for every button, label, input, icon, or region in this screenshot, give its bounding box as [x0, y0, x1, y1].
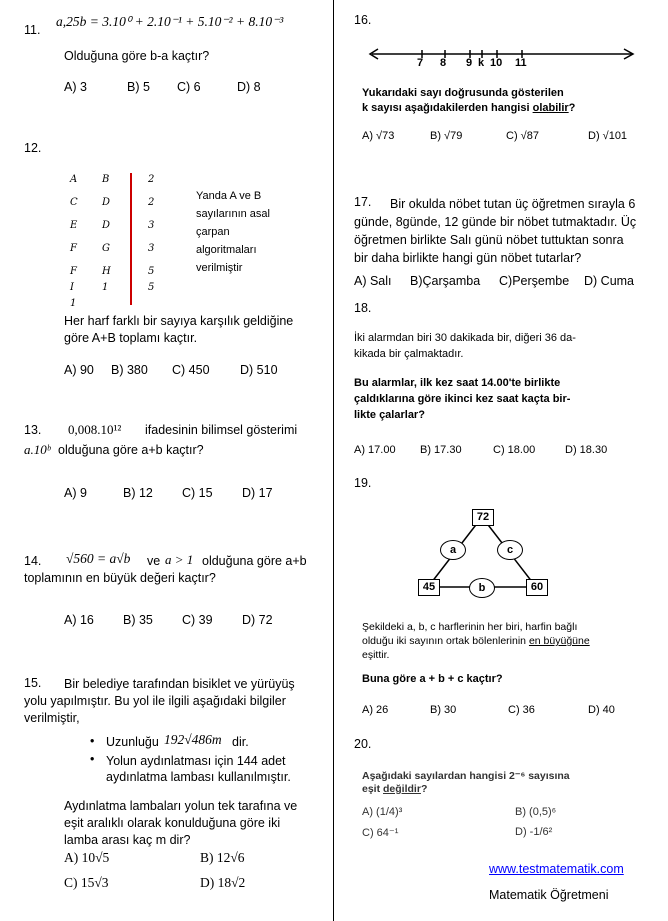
- q18-text-line: İki alarmdan biri 30 dakikada bir, diğeri 36 da-: [354, 332, 576, 344]
- q20-option-a[interactable]: A) (1/4)³: [362, 806, 403, 818]
- q11-option-a[interactable]: A) 3: [64, 80, 87, 94]
- q15-intro-line: Bir belediye tarafından bisiklet ve yürüyüş: [64, 677, 295, 691]
- q19-option-c[interactable]: C) 36: [508, 704, 535, 716]
- q12-cell: A: [70, 174, 78, 185]
- q13-text-2: olduğuna göre a+b kaçtır?: [58, 443, 204, 457]
- q19-top-box: 72: [472, 509, 494, 526]
- q12-question: [64, 313, 293, 347]
- q15-question: [64, 798, 297, 849]
- q18-question-line: likte çalarlar?: [354, 409, 425, 421]
- q19-circle-b: b: [469, 578, 495, 598]
- q15-question-line: eşit aralıklı olarak konulduğuna göre iki: [64, 816, 281, 830]
- q12-cell: C: [70, 197, 78, 208]
- q12-side-line: verilmiştir: [196, 262, 243, 274]
- q12-side-line: çarpan: [196, 226, 230, 238]
- q12-question-line: Her harf farklı bir sayıya karşılık geldiğine: [64, 314, 294, 328]
- q12-option-d[interactable]: D) 510: [240, 363, 278, 377]
- q15-bullet-1-math: 192√486m: [164, 732, 222, 747]
- q15-question-line: lamba arası kaç m dir?: [64, 833, 191, 847]
- q12-cell: B: [102, 174, 110, 185]
- q12-cell: 5: [148, 282, 155, 293]
- q11-option-b[interactable]: B) 5: [127, 80, 150, 94]
- q12-side-text: [196, 187, 270, 277]
- q17-text-line: bir daha birlikte hangi gün nöbet tutarlar?: [354, 251, 582, 265]
- q16-option-d[interactable]: D) √101: [588, 130, 628, 142]
- q20-option-d[interactable]: D) -1/6²: [515, 826, 553, 838]
- q15-question-line: Aydınlatma lambaları yolun tek tarafına ve: [64, 799, 298, 813]
- q15-bullet-1-dot: •: [90, 734, 95, 748]
- q18-option-c[interactable]: C) 18.00: [493, 444, 536, 456]
- q15-option-b[interactable]: B) 12√6: [200, 850, 245, 865]
- q12-cell: G: [102, 243, 110, 254]
- q19-option-d[interactable]: D) 40: [588, 704, 615, 716]
- q14-text-1: olduğuna göre a+b: [202, 554, 307, 568]
- q12-cell: 2: [148, 174, 155, 185]
- q12-number: 12.: [24, 141, 42, 155]
- q19-text-line: Şekildeki a, b, c harflerinin her biri, harfin bağlı: [362, 621, 578, 633]
- q20-question-end: ?: [420, 783, 428, 795]
- q20-option-c[interactable]: C) 64⁻¹: [362, 827, 399, 839]
- q17-text-line: öğretmen birlikte Salı günü nöbet tuttuktan sonra: [354, 233, 624, 247]
- q11-equation: a,25b = 3.10⁰ + 2.10⁻¹ + 5.10⁻² + 8.10⁻³: [56, 14, 284, 29]
- q18-question: [354, 375, 570, 423]
- q12-cell: 3: [148, 243, 155, 254]
- q17-text-line: günde, 8günde, 12 günde bir nöbet tutmaktadır. Üç: [354, 215, 637, 229]
- q15-number: 15.: [24, 676, 42, 690]
- q11-question: Olduğuna göre b-a kaçtır?: [64, 49, 210, 63]
- q13-option-c[interactable]: C) 15: [182, 486, 213, 500]
- q18-text-line: kikada bir çalmaktadır.: [354, 348, 464, 360]
- q20-question-underline: değildir: [383, 783, 421, 795]
- q16-tick-7: 7: [417, 57, 424, 69]
- q12-cell: 2: [148, 197, 155, 208]
- q20-question-mid: eşit: [362, 783, 381, 795]
- q12-cell: E: [70, 220, 78, 231]
- q16-tick-9: 9: [466, 57, 473, 69]
- q18-option-b[interactable]: B) 17.30: [420, 444, 462, 456]
- q12-option-b[interactable]: B) 380: [111, 363, 148, 377]
- q19-left-box: 45: [418, 579, 440, 596]
- q15-bullet-2-dot: •: [90, 752, 95, 766]
- q16-tick-k: k: [478, 57, 485, 69]
- q12-cell: 3: [148, 220, 155, 231]
- q12-cell: F: [70, 266, 77, 277]
- q15-option-a[interactable]: A) 10√5: [64, 850, 110, 865]
- q12-side-line: Yanda A ve B: [196, 190, 262, 202]
- q13-option-a[interactable]: A) 9: [64, 486, 87, 500]
- q16-option-c[interactable]: C) √87: [506, 130, 539, 142]
- q14-cond-pre: ve: [147, 554, 161, 568]
- q13-option-b[interactable]: B) 12: [123, 486, 153, 500]
- q12-cell: 5: [148, 266, 155, 277]
- q15-bullet-1-pre: Uzunluğu: [106, 735, 159, 749]
- q18-question-line: çaldıklarına göre ikinci kez saat kaçta bir-: [354, 393, 571, 405]
- q16-tick-8: 8: [440, 57, 447, 69]
- q14-option-a[interactable]: A) 16: [64, 613, 94, 627]
- q20-question-line: Aşağıdaki sayılardan hangisi 2⁻⁶ sayısına: [362, 770, 570, 782]
- footer-author: Matematik Öğretmeni: [489, 888, 609, 902]
- q12-cell: 1: [102, 282, 109, 293]
- q17-text: [354, 195, 636, 267]
- q14-option-b[interactable]: B) 35: [123, 613, 153, 627]
- q14-text-2: toplamının en büyük değeri kaçtır?: [24, 571, 216, 585]
- q12-option-c[interactable]: C) 450: [172, 363, 210, 377]
- q16-question-line: Yukarıdaki sayı doğrusunda gösterilen: [362, 87, 564, 99]
- q15-bullet-2: [106, 753, 291, 785]
- q13-option-d[interactable]: D) 17: [242, 486, 273, 500]
- q18-number: 18.: [354, 301, 372, 315]
- q14-math: √560 = a√b: [66, 551, 131, 566]
- q12-side-line: sayılarının asal: [196, 208, 270, 220]
- q11-option-c[interactable]: C) 6: [177, 80, 201, 94]
- q18-text: [354, 330, 576, 362]
- q12-cell: D: [102, 197, 111, 208]
- q17-option-a[interactable]: A) Salı: [354, 274, 392, 288]
- q20-number: 20.: [354, 737, 372, 751]
- q19-option-a[interactable]: A) 26: [362, 704, 389, 716]
- q15-bullet-1-post: dir.: [232, 735, 249, 749]
- q19-right-box: 60: [526, 579, 548, 596]
- q14-number: 14.: [24, 554, 42, 568]
- q16-number: 16.: [354, 13, 372, 27]
- q15-option-c[interactable]: C) 15√3: [64, 875, 109, 890]
- q15-intro-line: yolu yapılmıştır. Bu yol ile ilgili aşağıdaki bilgiler: [24, 694, 286, 708]
- q16-tick-10: 10: [490, 57, 503, 69]
- q15-intro: [24, 676, 295, 727]
- q19-option-b[interactable]: B) 30: [430, 704, 457, 716]
- q18-question-line: Bu alarmlar, ilk kez saat 14.00'te birlikte: [354, 377, 561, 389]
- q16-option-b[interactable]: B) √79: [430, 130, 463, 142]
- q15-intro-line: verilmiştir,: [24, 711, 80, 725]
- q16-option-a[interactable]: A) √73: [362, 130, 395, 142]
- q12-cell: H: [102, 266, 111, 277]
- q13-math-1: 0,008.10¹²: [68, 422, 122, 437]
- q17-option-d[interactable]: D) Cuma: [584, 274, 635, 288]
- q19-text-line: eşittir.: [362, 649, 390, 661]
- q19-number: 19.: [354, 476, 372, 490]
- q14-option-c[interactable]: C) 39: [182, 613, 213, 627]
- q12-question-line: göre A+B toplamı kaçtır.: [64, 331, 198, 345]
- q19-circle-c: c: [497, 540, 523, 560]
- q16-question-end: ?: [568, 102, 576, 114]
- q17-number: 17.: [354, 195, 372, 209]
- q12-cell: F: [70, 243, 77, 254]
- q19-text: [362, 620, 590, 662]
- q19-text-line: olduğu iki sayının ortak bölenlerinin: [362, 635, 527, 647]
- q14-cond-math: a > 1: [165, 552, 194, 567]
- q13-text-1: ifadesinin bilimsel gösterimi: [145, 423, 298, 437]
- q20-question: [362, 770, 570, 796]
- q17-text-line: Bir okulda nöbet tutan üç öğretmen sırayla 6: [390, 197, 636, 211]
- q17-option-c[interactable]: C)Perşembe: [499, 274, 570, 288]
- q17-option-b[interactable]: B)Çarşamba: [410, 274, 481, 288]
- q18-option-a[interactable]: A) 17.00: [354, 444, 396, 456]
- q15-bullet-2-line: Yolun aydınlatması için 144 adet: [106, 754, 286, 768]
- q13-number: 13.: [24, 423, 42, 437]
- q12-option-a[interactable]: A) 90: [64, 363, 94, 377]
- q16-question: [362, 86, 575, 116]
- q12-cell: 1: [70, 298, 77, 309]
- q18-option-d[interactable]: D) 18.30: [565, 444, 608, 456]
- q11-option-d[interactable]: D) 8: [237, 80, 261, 94]
- q19-circle-a: a: [440, 540, 466, 560]
- q12-side-line: algoritmaları: [196, 244, 257, 256]
- q12-cell: D: [102, 220, 111, 231]
- q15-option-d[interactable]: D) 18√2: [200, 875, 246, 890]
- q16-question-line: k sayısı aşağıdakilerden hangisi: [362, 102, 530, 114]
- q13-math-2: a.10ᵇ: [24, 442, 51, 457]
- q12-cell: I: [70, 282, 74, 293]
- q14-option-d[interactable]: D) 72: [242, 613, 273, 627]
- q19-question: Buna göre a + b + c kaçtır?: [362, 673, 503, 685]
- q11-number: 11.: [24, 23, 41, 37]
- q19-text-underline: en büyüğüne: [528, 635, 590, 647]
- column-divider: [333, 0, 334, 921]
- q20-option-b[interactable]: B) (0,5)⁶: [515, 806, 557, 818]
- footer-link[interactable]: www.testmatematik.com: [489, 862, 624, 876]
- q16-question-underline: olabilir: [532, 102, 569, 114]
- q12-table-line: [130, 173, 132, 305]
- q16-tick-11: 11: [515, 57, 527, 69]
- q15-bullet-2-line: aydınlatma lambası kullanılmıştır.: [106, 770, 291, 784]
